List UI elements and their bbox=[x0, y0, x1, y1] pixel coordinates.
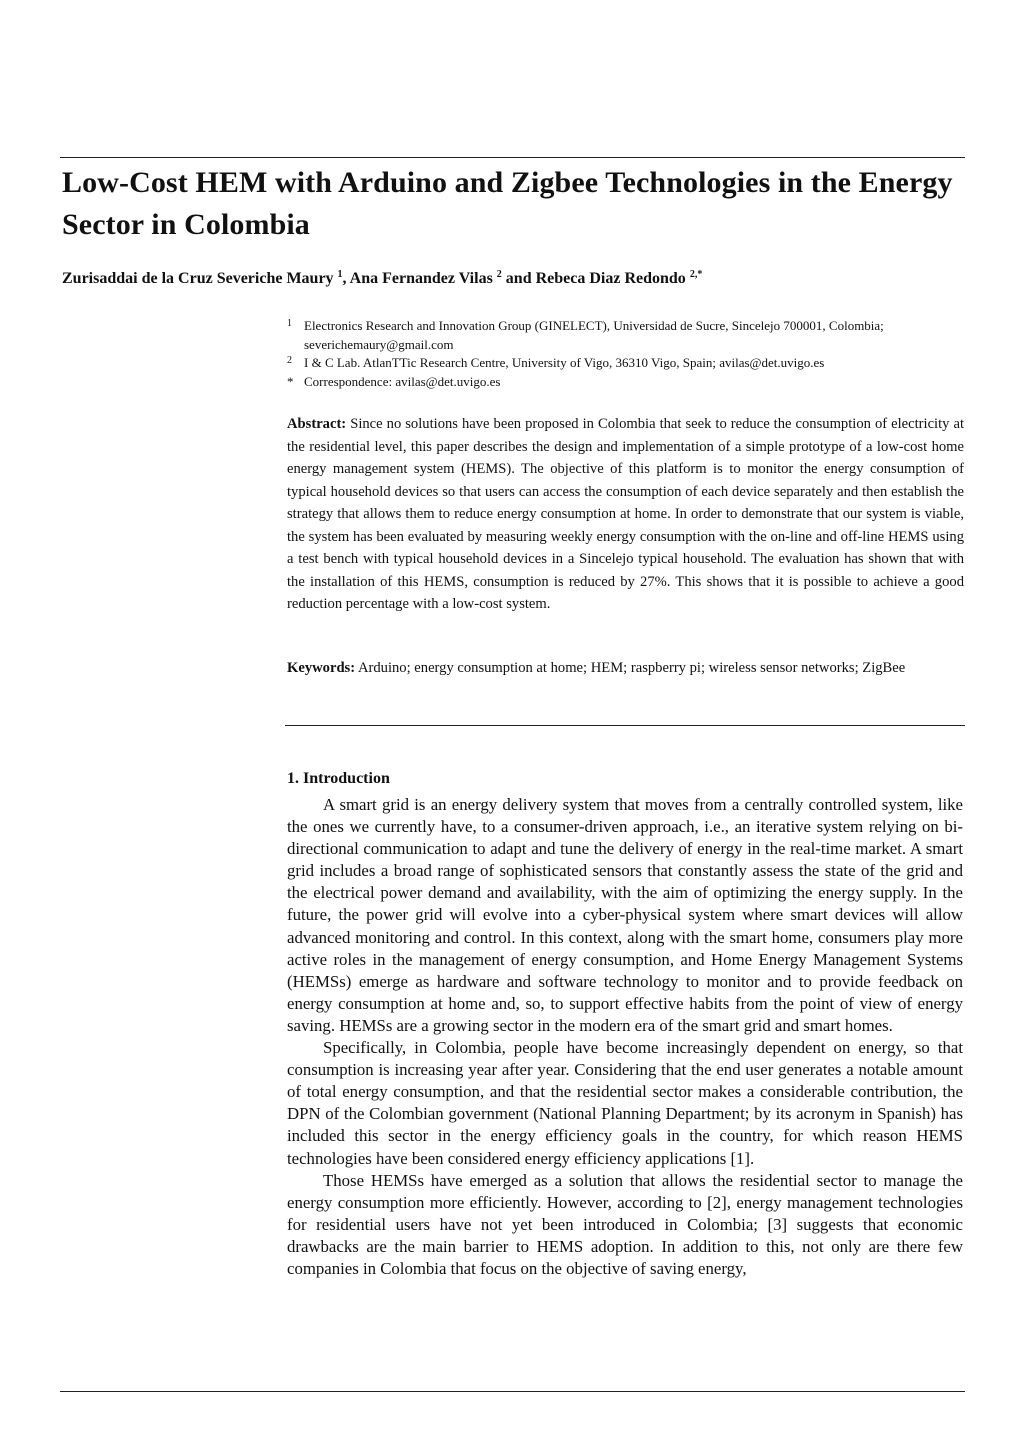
correspondence-mark: * bbox=[287, 373, 294, 389]
bottom-rule bbox=[60, 1391, 965, 1392]
introduction-body bbox=[287, 794, 963, 1280]
body-paragraph: A smart grid is an energy delivery system that moves from a centrally controlled system, like the ones we currently have, to a consumer-driven approach, i.e., an iterative system relying on bi-directional communication to adapt and tune the delivery of energy in the real-time market. A smart grid includes a broad range of sophisticated sensors that constantly assess the state of the grid and the electrical power demand and availability, with the aim of optimizing the energy supply. In the future, the power grid will evolve into a cyber-physical system where smart devices will allow advanced monitoring and control. In this context, along with the smart home, consumers play more active roles in the management of energy consumption, and Home Energy Management Systems (HEMSs) emerge as hardware and software technology to monitor and to provide feedback on energy consumption at home and, so, to support effective habits from the point of view of energy saving. HEMSs are a growing sector in the modern era of the smart grid and smart homes. bbox=[287, 795, 963, 1035]
affiliation-text: Electronics Research and Innovation Group (GINELECT), Universidad de Sucre, Sincelejo 700001, Colombia; severichemaury@gmail.com bbox=[304, 318, 884, 352]
author-name: Zurisaddai de la Cruz Severiche Maury bbox=[62, 270, 334, 287]
author-name: Rebeca Diaz Redondo bbox=[535, 270, 686, 287]
section-heading-introduction: 1. Introduction bbox=[287, 770, 390, 787]
keywords-label: Keywords: bbox=[287, 660, 356, 676]
affiliation-item bbox=[287, 354, 967, 373]
paper-title: Low-Cost HEM with Arduino and Zigbee Technologies in the Energy Sector in Colombia bbox=[62, 166, 953, 241]
affiliation-item bbox=[287, 317, 967, 354]
keywords bbox=[287, 657, 964, 680]
author-affiliation-mark: 2 bbox=[496, 269, 502, 280]
abstract bbox=[287, 413, 964, 616]
body-paragraph: Specifically, in Colombia, people have become increasingly dependent on energy, so that consumption is increasing year after year. Considering that the end user generates a notable amount of total energy consumption, and that the residential sector makes a considerable contribution, the DPN of the Colombian government (National Planning Department; by its acronym in Spanish) has included this sector in the energy efficiency goals in the country, for which reason HEMS technologies have been considered energy efficiency applications [1]. bbox=[287, 1038, 963, 1168]
affiliations bbox=[287, 317, 967, 391]
author-affiliation-mark: 2,* bbox=[689, 269, 703, 280]
affiliation-mark: 2 bbox=[287, 355, 292, 366]
top-rule bbox=[60, 157, 965, 158]
correspondence-text: Correspondence: avilas@det.uvigo.es bbox=[304, 373, 501, 389]
keywords-text: Arduino; energy consumption at home; HEM; raspberry pi; wireless sensor networks; ZigBee bbox=[357, 660, 906, 676]
author-list: Zurisaddai de la Cruz Severiche Maury $^1$, Ana Fernandez Vilas $^2$ and Rebeca Diaz Redondo $^{2,*}$ bbox=[62, 269, 703, 287]
correspondence-item bbox=[287, 373, 967, 392]
body-paragraph: Those HEMSs have emerged as a solution that allows the residential sector to manage the energy consumption more efficiently. However, according to [2], energy management technologies for residential users have not yet been introduced in Colombia; [3] suggests that economic drawbacks are the main barrier to HEMS adoption. In addition to this, not only are there few companies in Colombia that focus on the objective of saving energy, bbox=[287, 1170, 963, 1278]
affiliation-text: I & C Lab. AtlanTTic Research Centre, University of Vigo, 36310 Vigo, Spain; avilas@det.uvigo.es bbox=[304, 355, 825, 370]
abstract-label: Abstract: bbox=[287, 416, 347, 432]
author-name: Ana Fernandez Vilas bbox=[349, 270, 493, 287]
abstract-text: Since no solutions have been proposed in Colombia that seek to reduce the consumption of electricity at the residential level, this paper describes the design and implementation of a simple prototype of a low-cost home energy management system (HEMS). The objective of this platform is to monitor the energy consumption of typical household devices so that users can access the consumption of each device separately and then establish the strategy that allows them to reduce energy consumption at home. In order to demonstrate that our system is viable, the system has been evaluated by measuring weekly energy consumption with the on-line and off-line HEMS using a test bench with typical household devices in a Sincelejo typical household. The evaluation has shown that with the installation of this HEMS, consumption is reduced by 27%. This shows that it is possible to achieve a good reduction percentage with a low-cost system. bbox=[287, 416, 965, 612]
author-affiliation-mark: 1 bbox=[337, 269, 343, 280]
abstract-divider bbox=[285, 725, 965, 726]
affiliation-mark: 1 bbox=[287, 318, 292, 329]
